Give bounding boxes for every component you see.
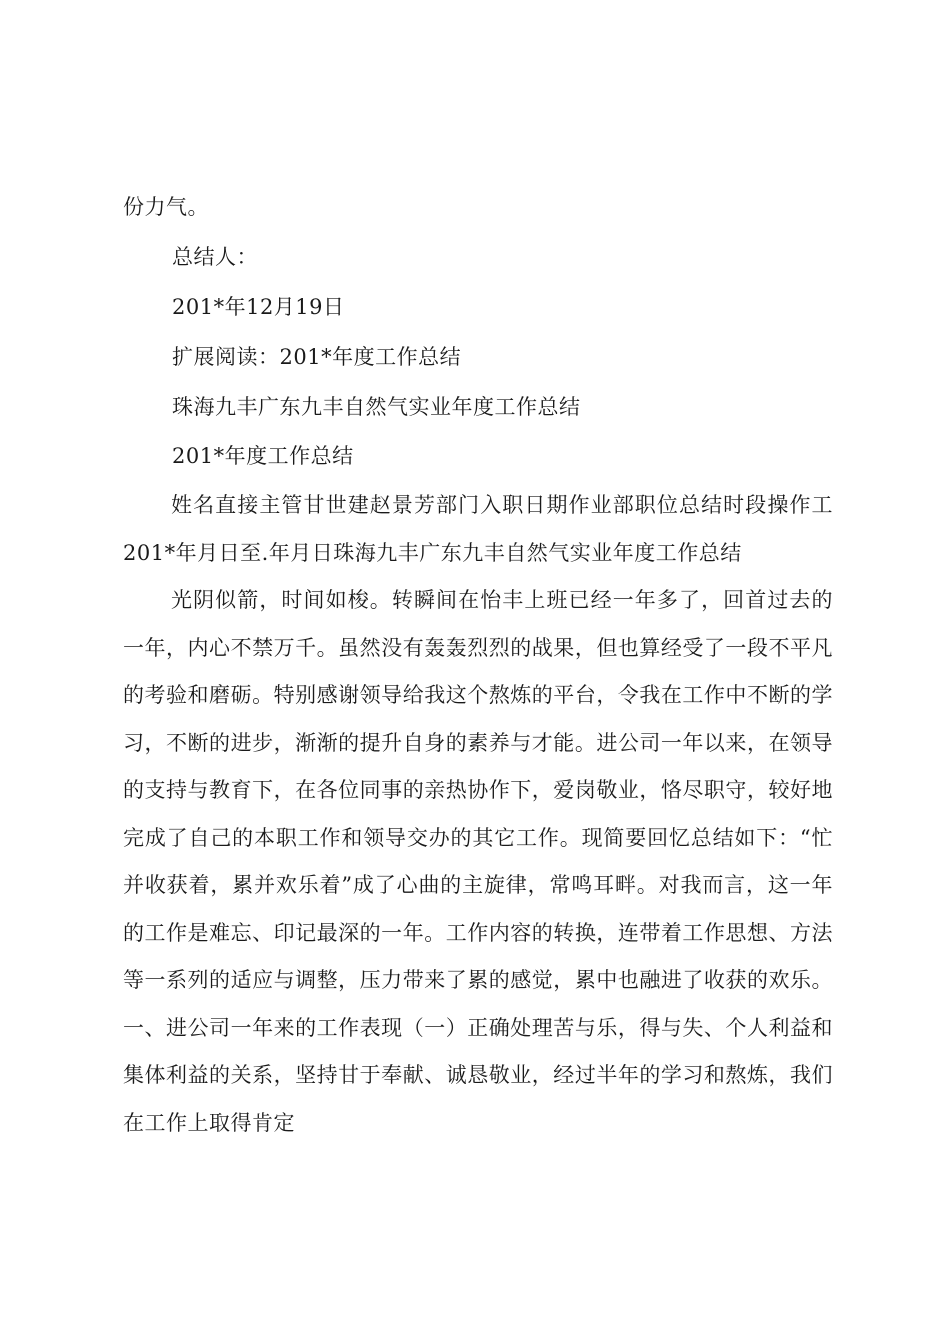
date-line: 201*年12月19日 [172, 295, 345, 319]
text-line: 份力气。 [123, 195, 209, 219]
extended-reading-line: 扩展阅读：201*年度工作总结 [172, 345, 462, 369]
body-paragraph: 光阴似箭，时间如梭。转瞬间在怡丰上班已经一年多了，回首过去的一年，内心不禁万千。虽然没有轰轰烈烈的战果，但也算经受了一段不平凡的考验和磨砺。特别感谢领导给我这个熬炼的平台，令我在工作中不断的学习，不断的进步，渐渐的提升自身的素养与才能。进公司一年以来，在领导的支持与教育下，在各位同事的亲热协作下，爱岗敬业，恪尽职守，较好地完成了自己的本职工作和领导交办的其它工作。现简要回忆总结如下：“忙并收获着，累并欢乐着”成了心曲的主旋律，常鸣耳畔。对我而言，这一年的工作是难忘、印记最深的一年。工作内容的转换，连带着工作思想、方法等一系列的适应与调整，压力带来了累的感觉，累中也融进了收获的欢乐。一、进公司一年来的工作表现（一）正确处理苦与乐，得与失、个人利益和集体利益的关系，坚持甘于奉献、诚恳敬业，经过半年的学习和熬炼，我们在工作上取得肯定 [123, 588, 833, 1135]
signer-label: 总结人： [172, 245, 258, 269]
info-paragraph: 姓名直接主管甘世建赵景芳部门入职日期作业部职位总结时段操作工201*年月日至.年月日珠海九丰广东九丰自然气实业年度工作总结 [123, 493, 833, 565]
section-title-line: 201*年度工作总结 [172, 444, 354, 468]
company-title-line: 珠海九丰广东九丰自然气实业年度工作总结 [172, 395, 581, 419]
